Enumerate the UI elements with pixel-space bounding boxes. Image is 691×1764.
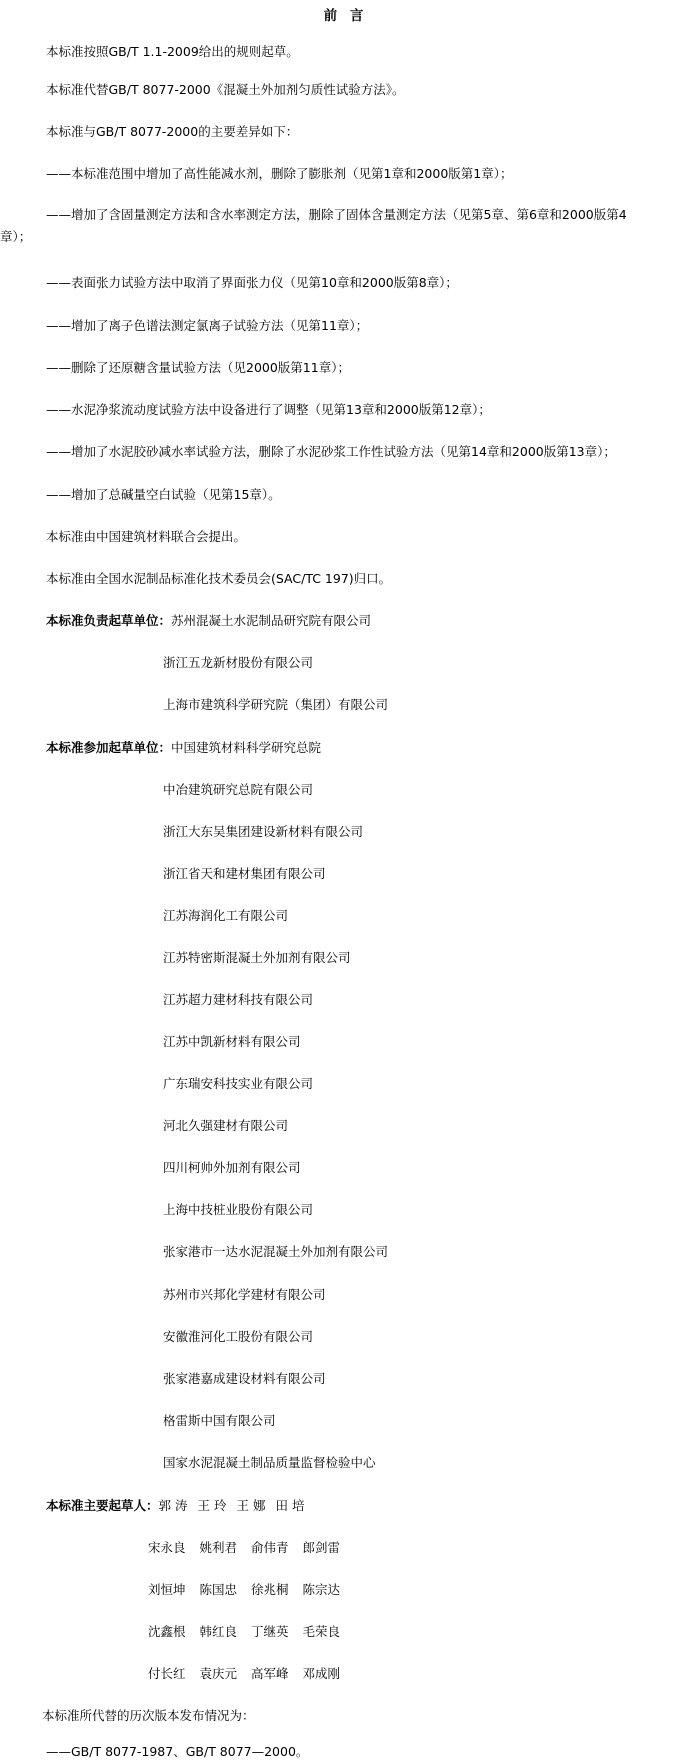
- drafters-row: [148, 1666, 354, 1682]
- participating-unit: 上海中技桩业股份有限公司: [163, 1202, 314, 1217]
- change-item: ——本标准范围中增加了高性能减水剂，删除了膨胀剂（见第1章和2000版第1章）；: [46, 166, 513, 181]
- drafter-name: 王 玲: [197, 1498, 227, 1513]
- participating-unit: 浙江省天和建材集团有限公司: [163, 866, 326, 881]
- participating-unit: 安徽淮河化工股份有限公司: [163, 1329, 314, 1344]
- paragraph-proposed-by: 本标准由中国建筑材料联合会提出。: [46, 529, 247, 544]
- drafter-name: 刘恒坤: [148, 1582, 186, 1597]
- drafter-name: 袁庆元: [199, 1666, 238, 1681]
- change-item: ——表面张力试验方法中取消了界面张力仪（见第10章和2000版第8章）；: [46, 275, 458, 290]
- drafter-name: 付长红: [148, 1666, 186, 1681]
- participating-units-row: [46, 740, 321, 756]
- drafter-name: 韩红良: [199, 1624, 238, 1639]
- history-label: 本标准所代替的历次版本发布情况为：: [42, 1708, 255, 1723]
- paragraph-replaces: 本标准代替GB/T 8077-2000《混凝土外加剂匀质性试验方法》。: [46, 82, 405, 97]
- change-item: ——水泥净浆流动度试验方法中设备进行了调整（见第13章和2000版第12章）；: [46, 402, 491, 417]
- participating-unit: 四川柯帅外加剂有限公司: [163, 1160, 301, 1175]
- drafters-row: [148, 1624, 354, 1640]
- drafter-name: 王 娜: [236, 1498, 266, 1513]
- drafters-row: [148, 1540, 354, 1556]
- participating-unit: 浙江大东吴集团建设新材料有限公司: [163, 824, 364, 839]
- drafters-label: 本标准主要起草人：: [46, 1498, 159, 1513]
- lead-unit: 浙江五龙新材股份有限公司: [163, 655, 314, 670]
- drafter-name: 徐兆桐: [251, 1582, 289, 1597]
- participating-unit: 国家水泥混凝土制品质量监督检验中心: [163, 1455, 376, 1470]
- drafters-row: [148, 1582, 354, 1598]
- lead-unit: 苏州混凝土水泥制品研究院有限公司: [171, 613, 372, 628]
- drafter-name: 郭 涛: [158, 1498, 188, 1513]
- participating-unit: 江苏超力建材科技有限公司: [163, 992, 314, 1007]
- drafter-name: 俞伟青: [251, 1540, 289, 1555]
- participating-unit: 张家港市一达水泥混凝土外加剂有限公司: [163, 1244, 389, 1259]
- drafter-name: 姚利君: [199, 1540, 238, 1555]
- change-item-continuation: 章）；: [0, 229, 32, 244]
- participating-unit: 广东瑞安科技实业有限公司: [163, 1076, 314, 1091]
- participating-unit: 苏州市兴邦化学建材有限公司: [163, 1287, 326, 1302]
- change-item: ——增加了离子色谱法测定氯离子试验方法（见第11章）；: [46, 318, 369, 333]
- history-item: ——GB/T 8077-1987、GB/T 8077—2000。: [46, 1744, 309, 1759]
- change-item: ——删除了还原糖含量试验方法（见2000版第11章）；: [46, 360, 350, 375]
- participating-unit: 江苏特密斯混凝土外加剂有限公司: [163, 950, 351, 965]
- drafter-name: 沈鑫根: [148, 1624, 186, 1639]
- drafter-name: 田 培: [275, 1498, 305, 1513]
- lead-unit: 上海市建筑科学研究院（集团）有限公司: [163, 697, 389, 712]
- change-item: ——增加了含固量测定方法和含水率测定方法，删除了固体含量测定方法（见第5章、第6章和2000版第4: [46, 207, 627, 222]
- paragraph-differences: 本标准与GB/T 8077-2000的主要差异如下：: [46, 124, 299, 139]
- lead-units-label: 本标准负责起草单位：: [46, 613, 172, 628]
- drafters-row: [46, 1498, 314, 1514]
- drafter-name: 陈宗达: [302, 1582, 341, 1597]
- change-item: ——增加了水泥胶砂减水率试验方法，删除了水泥砂浆工作性试验方法（见第14章和2000版第13章）；: [46, 444, 616, 459]
- drafter-name: 毛荣良: [302, 1624, 341, 1639]
- participating-unit: 格雷斯中国有限公司: [163, 1413, 276, 1428]
- participating-units-label: 本标准参加起草单位：: [46, 740, 172, 755]
- change-item: ——增加了总碱量空白试验（见第15章）。: [46, 487, 281, 502]
- participating-unit: 江苏海润化工有限公司: [163, 908, 289, 923]
- paragraph-drafting-rules: 本标准按照GB/T 1.1-2009给出的规则起草。: [46, 44, 299, 59]
- drafter-name: 宋永良: [148, 1540, 186, 1555]
- paragraph-centralized-by: 本标准由全国水泥制品标准化技术委员会(SAC/TC 197)归口。: [46, 571, 392, 586]
- drafter-name: 高军峰: [251, 1666, 289, 1681]
- drafter-name: 郎剑雷: [302, 1540, 341, 1555]
- participating-unit: 张家港嘉成建设材料有限公司: [163, 1371, 326, 1386]
- participating-unit: 河北久强建材有限公司: [163, 1118, 289, 1133]
- participating-unit: 中冶建筑研究总院有限公司: [163, 782, 314, 797]
- lead-units-row: [46, 613, 371, 629]
- participating-unit: 中国建筑材料科学研究总院: [171, 740, 322, 755]
- drafter-name: 丁继英: [251, 1624, 289, 1639]
- drafter-name: 邓成刚: [302, 1666, 341, 1681]
- page-title: 前 言: [323, 8, 368, 24]
- drafter-name: 陈国忠: [199, 1582, 238, 1597]
- participating-unit: 江苏中凯新材料有限公司: [163, 1034, 301, 1049]
